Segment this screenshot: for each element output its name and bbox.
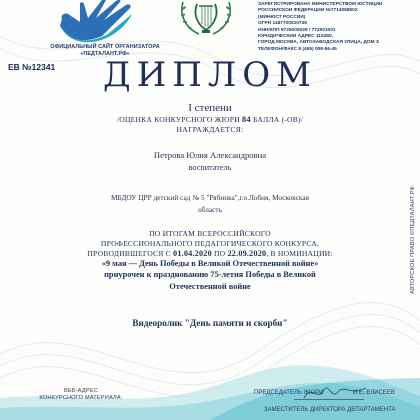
date-to: 22.09.2020	[227, 249, 267, 258]
registration-line: ОГРН 1187700020738	[258, 21, 307, 27]
chair-name: И.Е. ЕЛИСЕЕВ	[353, 390, 395, 396]
score-prefix: /ОЦЕНКА КОНКУРСНОГО ЖЮРИ	[116, 115, 240, 124]
pedtalant-hand-logo-icon	[54, 0, 134, 44]
registration-line: ЗАРЕГИСТРИРОВАНА МИНИСТЕРСТВОМ ЮСТИЦИИ	[258, 2, 383, 7]
web-label-line2: КОНКУРСНОГО МАТЕРИАЛА:	[39, 395, 123, 401]
diploma-reg-number: ЕВ №12341	[8, 62, 56, 72]
result-line3-a: ПРОВОДИВШЕГОСЯ С	[87, 249, 171, 258]
result-line3	[0, 249, 420, 258]
site-title-line1: ОФИЦИАЛЬНЫЙ САЙТ ОРГАНИЗАТОРА	[50, 44, 160, 50]
web-address-label	[36, 388, 126, 402]
score-value: 84	[241, 114, 251, 124]
nomination-line2: приурочен к празднованию 75-летия Победы в Великой	[104, 270, 316, 279]
result-line3-b: ПО	[214, 249, 226, 258]
awarded-label: НАГРАЖДАЕТСЯ:	[176, 125, 244, 134]
result-line1: ПО ИТОГАМ ВСЕРОССИЙСКОГО	[149, 229, 271, 238]
registration-line: ЮРИДИЧЕСКИЙ АДРЕС 115280,	[258, 34, 333, 40]
score-suffix: БАЛЛА (-ОВ)/	[252, 115, 304, 124]
nomination-line1: «9 мая — День Победы в Великой Отечественной войне»	[101, 259, 319, 268]
result-line3-c: , В НОМИНАЦИИ:	[266, 249, 333, 258]
web-label-line1: ВЕБ-АДРЕС	[63, 388, 98, 394]
registration-line: (МИНЮСТ РОССИИ)	[258, 14, 306, 20]
recipient-role: воспитатель	[188, 163, 232, 172]
jury-score-line	[0, 114, 420, 124]
registration-line: РОССИЙСКОЙ ФЕДЕРАЦИИ №7714058502	[258, 8, 358, 14]
copyright-text: АВТОРСКОЕ ПРАВО ©ПЕДТАЛАНТ.РФ	[410, 186, 416, 294]
deputy-label: ЗАМЕСТИТЕЛЬ ДИРЕКТОРА ДЕПАРТАМЕНТА	[264, 407, 396, 413]
result-line2: ПРОФЕССИОНАЛЬНОГО ПЕДАГОГИЧЕСКОГО КОНКУРСА,	[100, 239, 320, 248]
recipient-name: Петрова Юлия Александровна	[153, 150, 267, 160]
registration-line: ТЕЛЕФОН/ФАКС 8 (495) 008-86-45	[258, 46, 337, 52]
copyright-side-text	[408, 120, 418, 360]
organization-line2: область	[198, 205, 222, 214]
work-title: Видеоролик "День памяти и скорби"	[132, 318, 288, 328]
chair-label: ПРЕДСЕДАТЕЛЬ ЖЮРИ	[254, 390, 324, 396]
signature-line	[294, 399, 364, 400]
diploma-degree: I степени	[188, 102, 232, 114]
site-title-line2: «ПЕДТАЛАНТ.РФ»	[80, 51, 130, 57]
nomination-line3: Отечественной войне	[169, 282, 251, 291]
diploma-title: ДИПЛОМ	[102, 55, 317, 95]
registration-line: ГОРОД МОСКВА, АВТОЗАВОДСКАЯ УЛИЦА, ДОМ 3	[258, 40, 379, 46]
lyre-emblem-icon	[177, 0, 235, 40]
date-from: 01.04.2020	[173, 249, 212, 258]
organization-line1: МБДОУ ЦРР детский сад № 5 "Рябинка",г.о.Лобня, Московская	[111, 193, 309, 202]
registration-line: ИНН/КПП 9725000029 / 772501001	[258, 27, 336, 33]
registration-info	[258, 2, 418, 53]
